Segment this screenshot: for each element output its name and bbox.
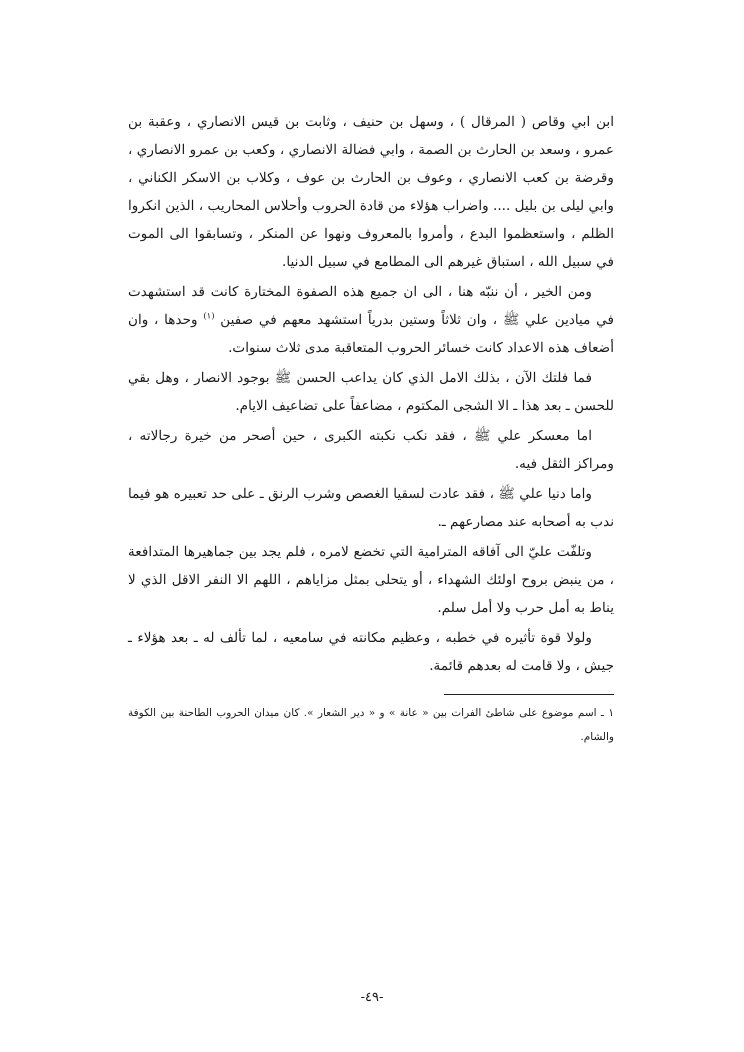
paragraph-7: ولولا قوة تأثيره في خطبه ، وعظيم مكانته في سامعيه ، لما تألف له ـ بعد هؤلاء ـ جيش ، ولا قامت له بعدهم قائمة. (128, 630, 614, 674)
paragraph-2-text-before-note: ومن الخير ، أن ننبّه هنا ، الى ان جميع هذه الصفوة المختارة كانت قد استشهدت في ميادين علي ﷺ ، وان ثلاثاً وستين بدرياً استشهد معهم في صفين (128, 284, 614, 328)
paragraph-6: وتلفّت عليّ الى آفاقه المترامية التي تخضع لامره ، فلم يجد بين جماهيرها المتدافعة ، من ينبض بروح اولئك الشهداء ، أو يتحلى بمثل مزاياهم ، اللهم الا النفر الاقل الذي لا يناط به أمل حرب ولا أمل سلم. (128, 544, 614, 616)
footnote-divider (444, 694, 614, 695)
footnote-reference-mark: (١) (203, 311, 215, 322)
paragraph-4: اما معسكر علي ﷺ ، فقد نكب نكبته الكبرى ، حين أصحر من خيرة رجالاته ، ومراكز الثقل فيه. (128, 428, 614, 472)
paragraph-2 (128, 278, 614, 362)
paragraph-3: فما فلتك الآن ، بذلك الامل الذي كان يداعب الحسن ﷺ بوجود الانصار ، وهل بقي للحسن ـ بعد هذا ـ الا الشجى المكتوم ، مضاعفاً على تضاعيف الايام. (128, 370, 614, 414)
footnote: ١ ـ اسم موضوع على شاطئ الفرات بين « عانة » و « دير الشعار ». كان ميدان الحروب الطاحنة بين الكوفة والشام. (128, 707, 614, 743)
paragraph-5: واما دنيا علي ﷺ ، فقد عادت لسقيا الغصص وشرب الرنق ـ على حد تعبيره هو فيما ندب به أصحابه عند مصارعهم ـ. (128, 486, 614, 530)
paragraph-1: ابن ابي وقاص ( المرقال ) ، وسهل بن حنيف ، وثابت بن قيس الانصاري ، وعقبة بن عمرو ، وسعد بن الحارث بن الصمة ، وابي فضالة الانصاري ، وكعب بن عمرو الانصاري ، وقرضة بن كعب الانصاري ، وعوف بن الحارث بن عوف ، وكلاب بن الاسكر الكناني ، وابي ليلى بن بليل .... واضراب هؤلاء من قادة الحروب وأحلاس المحاريب ، الذين انكروا الظلم ، واستعظموا البدع ، وأمروا بالمعروف ونهوا عن المنكر ، وتسابقوا الى الموت في سبيل الله ، استباق غيرهم الى المطامع في سبيل الدنيا. (128, 114, 614, 270)
paragraph-2-text-after-note: وحدها ، وان أضعاف هذه الاعداد كانت خسائر الحروب المتعاقبة مدى ثلاث سنوات. (128, 312, 614, 356)
page-number: -٤٩- (360, 990, 384, 1005)
page-body (128, 108, 614, 760)
